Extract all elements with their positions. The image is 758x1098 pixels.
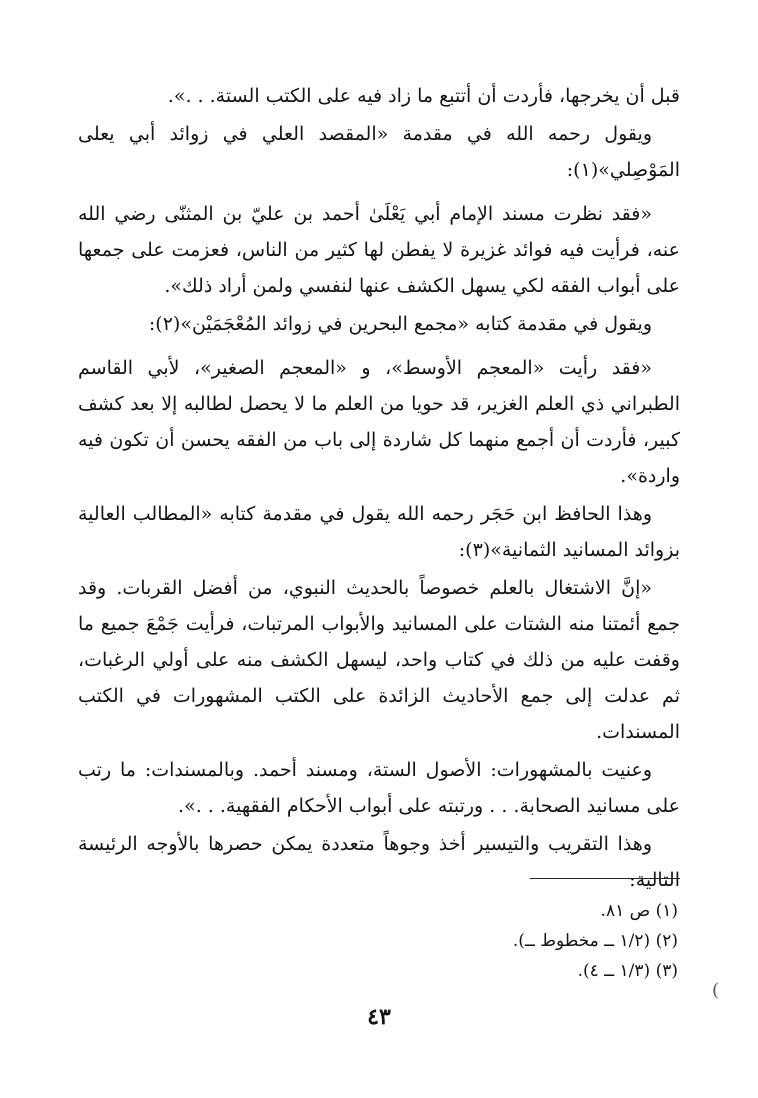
paragraph-2: ويقول رحمه الله في مقدمة «المقصد العلي في زوائد أبي يعلى المَوْصِلي»(١): [78, 123, 680, 181]
main-text [78, 78, 680, 900]
paragraph-6: وهذا التقريب والتيسير أخذ وجوهاً متعددة يمكن حصرها بالأوجه الرئيسة التالية: [78, 833, 680, 891]
quote-3: «إنَّ الاشتغال بالعلم خصوصاً بالحديث النبوي، من أفضل القربات. وقد جمع أئمتنا منه الشتات على المسانيد والأبواب المرتبات، فرأيت جَمْعَ جميع ما وقفت عليه من ذلك في كتاب واحد، ليسهل الكشف منه على أولي الرغبات، ثم عدلت إلى جمع الأحاديث الزائدة على الكتب المشهورات في الكتب المسندات. [78, 577, 680, 743]
margin-mark: ( [712, 980, 720, 1001]
paragraph-3: ويقول في مقدمة كتابه «مجمع البحرين في زوائد المُعْجَمَيْن»(٢): [148, 313, 652, 335]
footnotes [258, 896, 678, 986]
paragraph-4: وهذا الحافظ ابن حَجَر رحمه الله يقول في مقدمة كتابه «المطالب العالية بزوائد المسانيد الثمانية»(٣): [78, 503, 680, 561]
footnote-3: (٣) (١/٣ ــ ٤). [577, 961, 678, 981]
page-number: ٤٣ [367, 1004, 391, 1030]
footnote-1: (١) ص ٨١. [600, 901, 678, 921]
footnote-2: (٢) (١/٢ ــ مخطوط ــ). [512, 931, 678, 951]
quote-2: «فقد رأيت «المعجم الأوسط»، و «المعجم الصغير»، لأبي القاسم الطبراني ذي العلم الغزير، قد حويا من العلم ما لا يحصل لطالبه إلا بعد كشف كبير، فأردت أن أجمع منهما كل شاردة إلى باب من الفقه يحسن أن تكون فيه واردة». [78, 357, 680, 487]
paragraph-5: وعنيت بالمشهورات: الأصول الستة، ومسند أحمد. وبالمسندات: ما رتب على مسانيد الصحابة. . . ورتبته على أبواب الأحكام الفقهية. . .». [78, 759, 680, 817]
footnote-divider [530, 878, 680, 879]
quote-1: «فقد نظرت مسند الإمام أبي يَعْلَىٰ أحمد بن عليّ بن المثنّى رضي الله عنه، فرأيت فيه فوائد غزيرة لا يفطن لها كثير من الناس، فعزمت على جمعها على أبواب الفقه لكي يسهل الكشف عنها لنفسي ولمن أراد ذلك». [78, 203, 680, 297]
paragraph-1: قبل أن يخرجها، فأردت أن أتتبع ما زاد فيه على الكتب الستة. . .». [167, 85, 680, 107]
